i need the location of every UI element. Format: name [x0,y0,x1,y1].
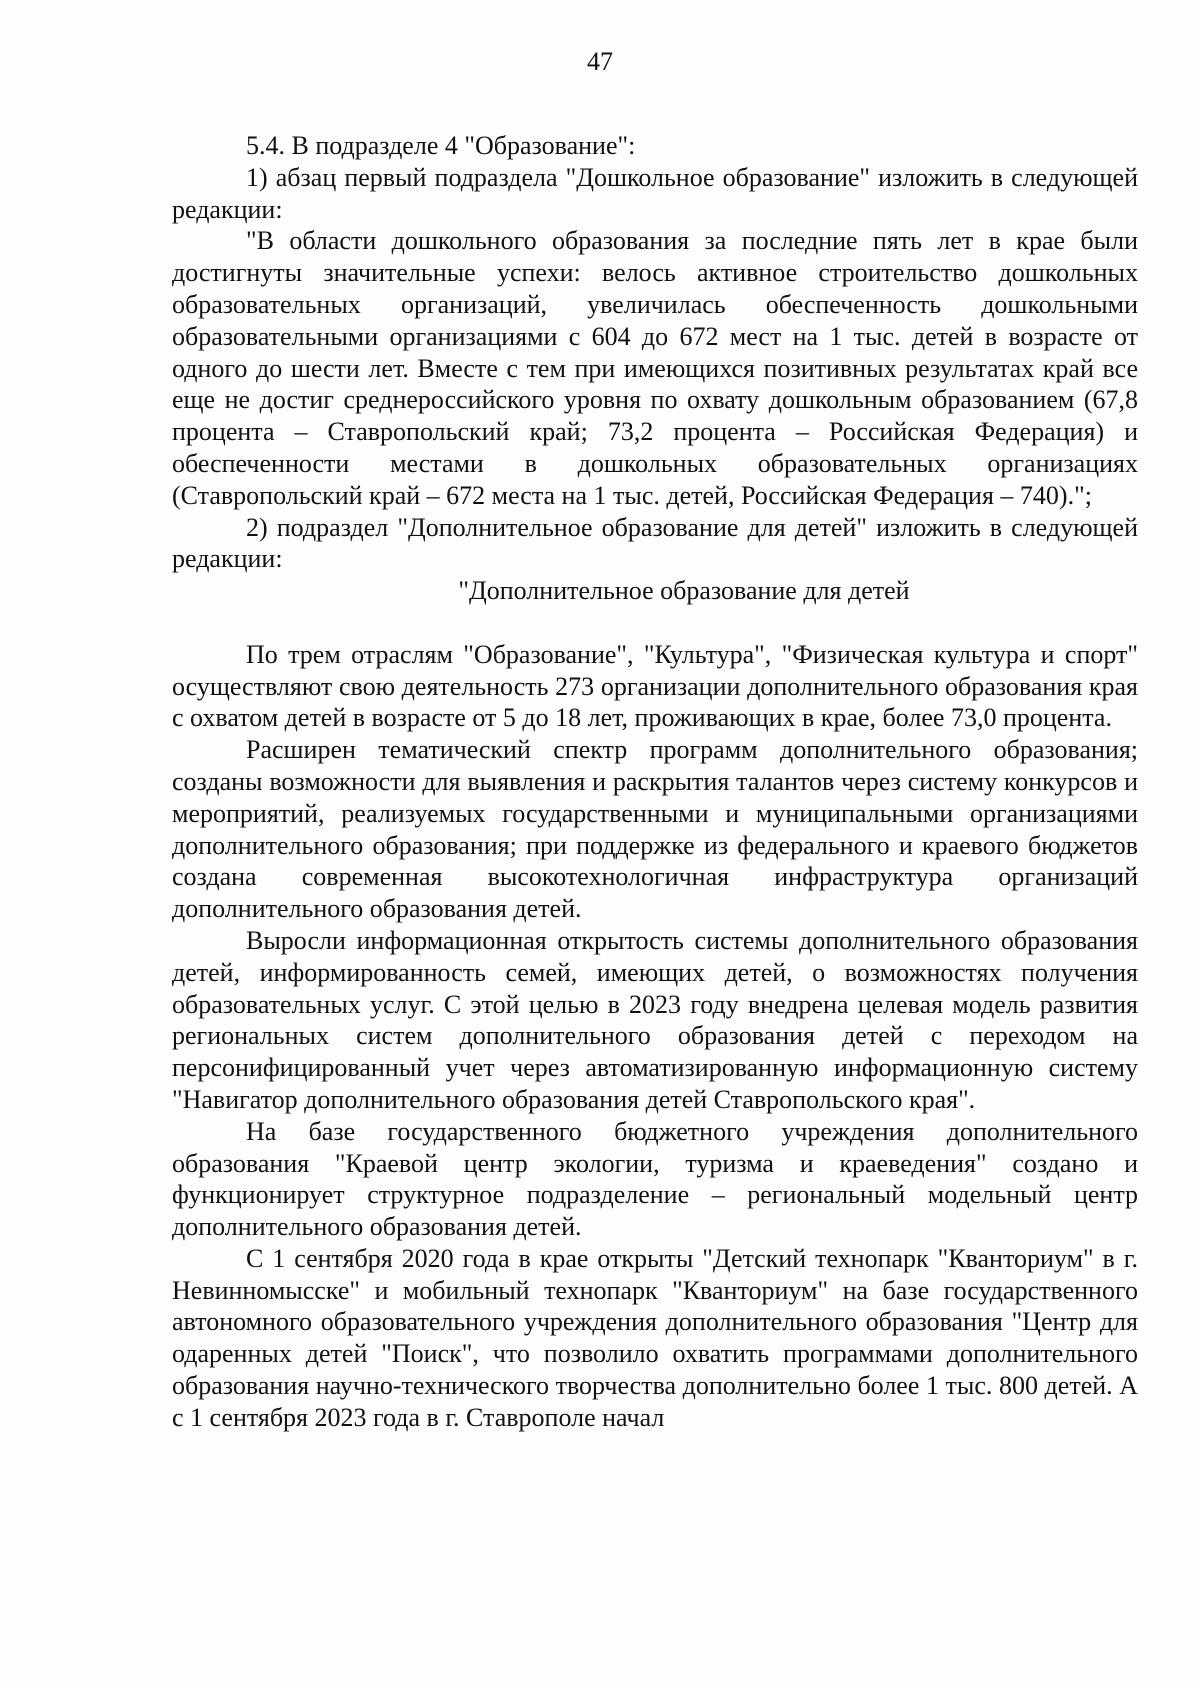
paragraph-item-1: 1) абзац первый подраздела "Дошкольное образование" изложить в следующей редакции: [172,162,1138,224]
paragraph-technopark: С 1 сентября 2020 года в крае открыты "Детский технопарк "Кванториум" в г. Невинномысске" и мобильный технопарк "Кванториум" на базе государственного автономного образовательного учреждения дополнительного образования "Центр для одаренных детей "Поиск", что позволило охватить программами дополнительного образования научно-технического творчества дополнительно более 1 тыс. 800 детей. А с 1 сентября 2023 года в г. Ставрополе начал [172,1243,1138,1432]
paragraph-openness: Выросли информационная открытость системы дополнительного образования детей, информированность семей, имеющих детей, о возможностях получения образовательных услуг. С этой целью в 2023 году внедрена целевая модель развития региональных систем дополнительного образования детей с переходом на персонифицированный учет через автоматизированную информационную систему "Навигатор дополнительного образования детей Ставропольского края". [172,925,1138,1114]
subsection-title: "Дополнительное образование для детей [458,576,910,606]
paragraph-section-heading: 5.4. В подразделе 4 "Образование": [246,131,636,160]
paragraph-programs: Расширен тематический спектр программ дополнительного образования; созданы возможности для выявления и раскрытия талантов через систему конкурсов и мероприятий, реализуемых государственными и муниципальными организациями дополнительного образования; при поддержке из федерального и краевого бюджетов создана современная высокотехнологичная инфраструктура организаций дополнительного образования детей. [172,735,1138,924]
paragraph-item-2: 2) подраздел "Дополнительное образование для детей" изложить в следующей редакции: [172,512,1138,574]
paragraph-model-center: На базе государственного бюджетного учреждения дополнительного образования "Краевой центр экологии, туризма и краеведения" создано и функционирует структурное подразделение – региональный модельный центр дополнительного образования детей. [172,1116,1138,1242]
blank-line [172,607,1138,639]
page-number: 47 [587,47,613,76]
paragraph-preschool-quote: "В области дошкольного образования за последние пять лет в крае были достигнуты значительные успехи: велось активное строительство дошкольных образовательных организаций, увеличилась обеспеченность дошкольными образовательными организациями с 604 до 672 мест на 1 тыс. детей в возрасте от одного до шести лет. Вместе с тем при имеющихся позитивных результатах край все еще не достиг среднероссийского уровня по охвату дошкольным образованием (67,8 процента – Ставропольский край; 73,2 процента – Российская Федерация) и обеспеченности местами в дошкольных образовательных организациях (Ставропольский край – 672 места на 1 тыс. детей, Российская Федерация – 740)."; [172,226,1138,510]
document-body [172,130,1138,1434]
paragraph-organizations: По трем отраслям "Образование", "Культура", "Физическая культура и спорт" осуществляют свою деятельность 273 организации дополнительного образования края с охватом детей в возрасте от 5 до 18 лет, проживающих в крае, более 73,0 процента. [172,639,1138,733]
